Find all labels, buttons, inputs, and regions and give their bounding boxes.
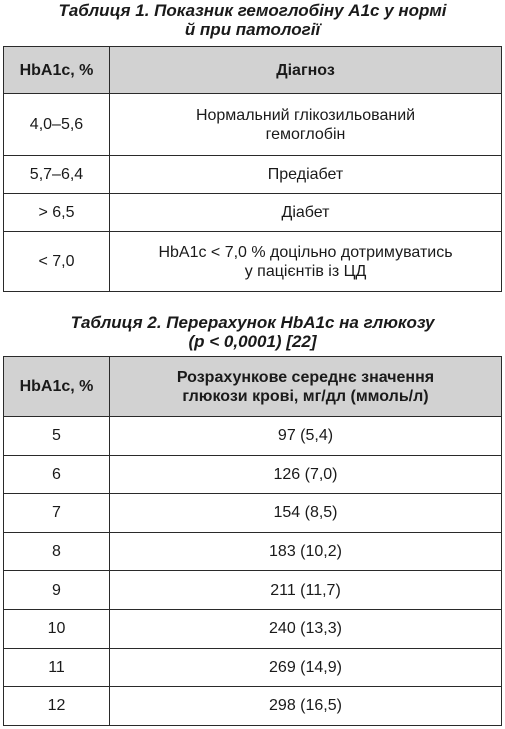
diagnosis-line: у пацієнтів із ЦД: [244, 262, 367, 280]
table2-cell-glucose: 97 (5,4): [110, 417, 502, 456]
table2-caption-line2: (p < 0,0001) [22]: [188, 332, 317, 351]
table2: [3, 356, 502, 726]
table2-caption-line1: Таблиця 2. Перерахунок HbA1c на глюкозу: [70, 313, 435, 332]
table-row: [4, 648, 502, 687]
table2-cell-hba1c: 9: [4, 571, 110, 610]
table1: [3, 46, 502, 292]
table-row: [4, 232, 502, 292]
header-line: Розрахункове середнє значення: [176, 368, 435, 386]
diagnosis-line: HbA1c < 7,0 % доцільно дотримуватись: [158, 243, 453, 261]
table-row: [4, 494, 502, 533]
table2-caption: [0, 313, 505, 351]
table-row: [4, 194, 502, 232]
table2-cell-hba1c: 8: [4, 532, 110, 571]
table-row: [4, 417, 502, 456]
table-row: [4, 532, 502, 571]
table2-cell-hba1c: 5: [4, 417, 110, 456]
table1-caption-line2: й при патології: [184, 20, 321, 39]
table1-caption-line1: Таблиця 1. Показник гемоглобіну А1с у нормі: [58, 1, 447, 20]
table2-cell-hba1c: 11: [4, 648, 110, 687]
table1-header-row: [4, 47, 502, 94]
table2-cell-glucose: 183 (10,2): [110, 532, 502, 571]
table2-cell-hba1c: 7: [4, 494, 110, 533]
table-row: [4, 609, 502, 648]
table2-cell-glucose: 211 (11,7): [110, 571, 502, 610]
table1-header-hba1c: HbA1c, %: [4, 47, 110, 94]
table-row: [4, 94, 502, 156]
table2-header-row: [4, 357, 502, 417]
table2-cell-hba1c: 12: [4, 687, 110, 726]
table2-cell-glucose: 269 (14,9): [110, 648, 502, 687]
table2-header-hba1c: HbA1c, %: [4, 357, 110, 417]
table-row: [4, 571, 502, 610]
table-row: [4, 687, 502, 726]
table2-cell-glucose: 298 (16,5): [110, 687, 502, 726]
table1-cell-value: 5,7–6,4: [4, 156, 110, 194]
table1-cell-diagnosis: [110, 94, 502, 156]
table1-header-diagnosis: Діагноз: [110, 47, 502, 94]
table1-cell-diagnosis: [110, 232, 502, 292]
table2-cell-glucose: 154 (8,5): [110, 494, 502, 533]
header-line: глюкози крові, мг/дл (ммоль/л): [182, 387, 429, 405]
table2-cell-glucose: 126 (7,0): [110, 455, 502, 494]
table1-cell-diagnosis: Діабет: [110, 194, 502, 232]
diagnosis-line: гемоглобін: [265, 125, 346, 143]
table-row: [4, 156, 502, 194]
table1-cell-diagnosis: Предіабет: [110, 156, 502, 194]
table1-cell-value: > 6,5: [4, 194, 110, 232]
table1-cell-value: < 7,0: [4, 232, 110, 292]
table2-cell-glucose: 240 (13,3): [110, 609, 502, 648]
table2-cell-hba1c: 6: [4, 455, 110, 494]
table-row: [4, 455, 502, 494]
table2-cell-hba1c: 10: [4, 609, 110, 648]
table1-caption: [0, 1, 505, 39]
table2-header-glucose: [110, 357, 502, 417]
table1-cell-value: 4,0–5,6: [4, 94, 110, 156]
diagnosis-line: Нормальний глікозильований: [195, 106, 416, 124]
